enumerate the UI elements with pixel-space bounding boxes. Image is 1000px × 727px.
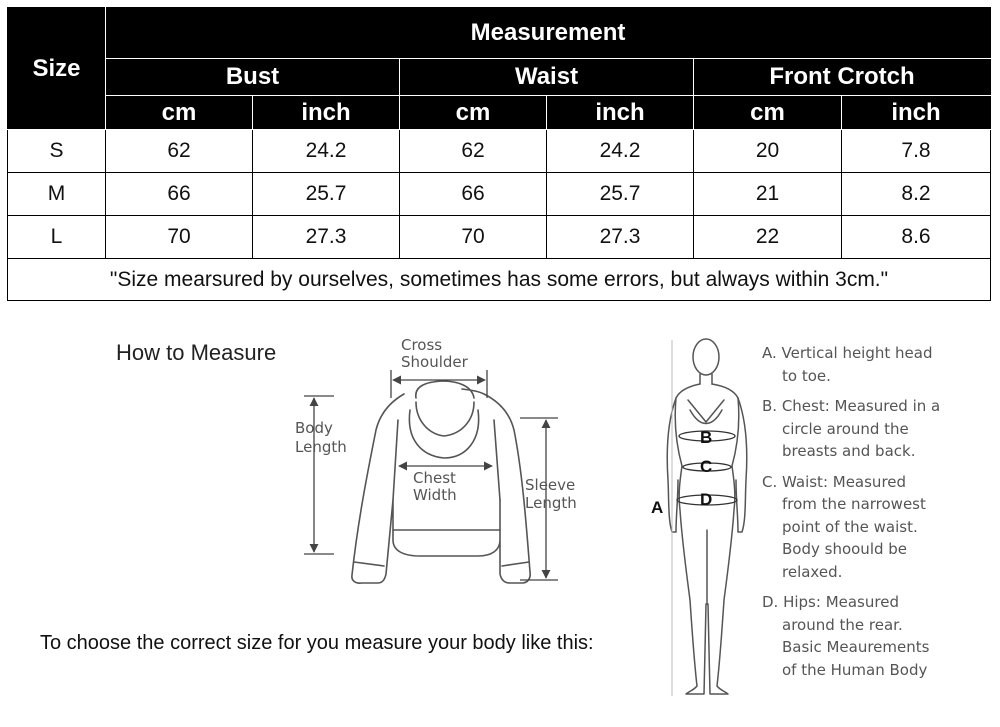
svg-text:Cross Shoulder [401,336,469,371]
legend-text: C. Waist: Measured [762,472,907,491]
legend-text: of the Human Body [782,660,928,679]
legend-text: to toe. [782,366,831,385]
legend-text: A. Vertical height head [762,344,933,362]
figure-right-arm [736,398,747,532]
legend-text: relaxed. [782,562,843,581]
legend-text: breasts and back. [782,442,916,460]
svg-text:Sleeve Length [525,476,580,512]
label-cross-shoulder: Cross [401,336,443,354]
size-header: Size [8,8,106,130]
value-cell: 22 [694,216,842,259]
legend-item-c [762,471,998,584]
legend-text: B. Chest: Measured in a [762,397,941,415]
sweater-right-cuff [502,562,529,566]
value-cell: 27.3 [253,216,400,259]
marker-b: B [700,428,713,447]
value-cell: 27.3 [547,216,694,259]
svg-text:Chest Width [413,469,461,504]
value-cell: 25.7 [547,173,694,216]
label-sleeve-length: Length [525,494,577,512]
unit-header: cm [400,96,547,130]
value-cell: 8.6 [842,216,991,259]
legend-text: from the narrowest [782,495,926,513]
value-cell: 66 [106,173,253,216]
value-cell: 25.7 [253,173,400,216]
legend-text: point of the waist. [782,517,918,536]
marker-a: A [651,498,664,517]
label-cross-shoulder: Shoulder [401,353,468,371]
label-sleeve-length: Sleeve [525,476,576,494]
label-chest-width: Width [413,486,457,504]
value-cell: 7.8 [842,130,991,173]
unit-header: inch [253,96,400,130]
value-cell: 62 [106,130,253,173]
value-cell: 62 [400,130,547,173]
size-cell: L [8,216,106,259]
legend-item-d [762,591,998,681]
label-chest-width: Chest [413,469,456,487]
value-cell: 21 [694,173,842,216]
size-cell: M [8,173,106,216]
sweater-right-seam [494,420,500,500]
figure-head [693,339,719,375]
legend-text: around the rear. [782,615,903,634]
value-cell: 70 [400,216,547,259]
unit-header: cm [106,96,253,130]
legend-text: D. Hips: Measured [762,593,899,611]
value-cell: 8.2 [842,173,991,216]
figure-garment [688,400,724,424]
figure-left-arm [667,398,678,532]
sweater-left-cuff [354,562,384,566]
size-note: "Size mearsured by ourselves, sometimes has some errors, but always within 3cm." [8,259,991,301]
value-cell: 70 [106,216,253,259]
measurement-header: Measurement [106,8,991,59]
sweater-neckband [416,402,474,436]
how-to-measure-title: How to Measure [116,340,277,365]
legend-text: Body shoould be [782,540,908,558]
value-cell: 24.2 [253,130,400,173]
human-body-figure [667,339,746,694]
value-cell: 24.2 [547,130,694,173]
marker-d: D [700,490,713,509]
measurement-legend [762,342,998,689]
unit-header: inch [842,96,991,130]
sweater-left-seam [393,420,398,500]
legend-item-b [762,395,998,463]
group-header-bust: Bust [106,59,400,96]
group-header-waist: Waist [400,59,694,96]
group-header-front-crotch: Front Crotch [694,59,991,96]
label-body-length: Length [295,438,347,456]
size-cell: S [8,130,106,173]
value-cell: 66 [400,173,547,216]
svg-text:Body Length [295,419,347,456]
choose-size-instruction: To choose the correct size for you measure your body like this: [40,632,594,654]
legend-item-a [762,342,998,387]
unit-header: cm [694,96,842,130]
legend-text: circle around the [782,419,909,438]
legend-text: Basic Meaurements [782,638,930,656]
value-cell: 20 [694,130,842,173]
label-body-length: Body [295,419,333,437]
marker-c: C [700,457,713,476]
unit-header: inch [547,96,694,130]
